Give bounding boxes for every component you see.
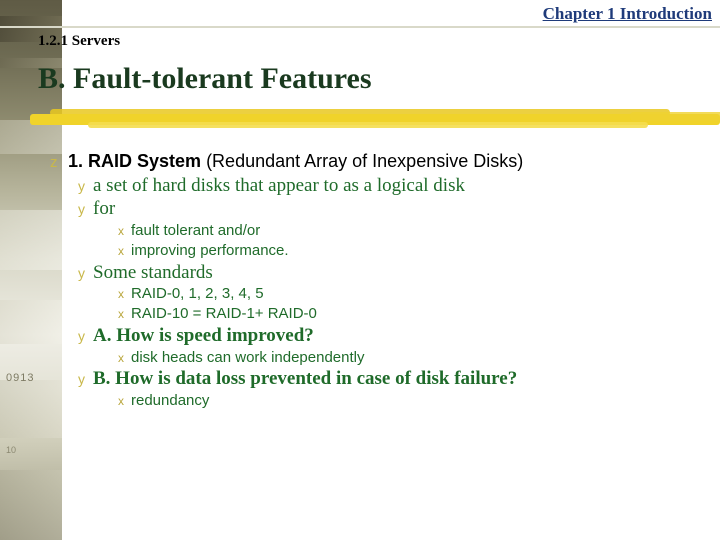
bullet-text-bold: 1. RAID System	[68, 151, 202, 171]
bullet-marker-x-icon: x	[118, 243, 124, 258]
bullet-item-level3	[118, 349, 712, 368]
bullet-text: for	[93, 198, 116, 220]
bullet-marker-x-icon: x	[118, 350, 124, 365]
header-divider	[0, 26, 720, 28]
brush-stroke-tail	[630, 112, 720, 121]
chapter-header: Chapter 1 Introduction	[542, 4, 712, 23]
bullet-text: disk heads can work independently	[131, 348, 365, 366]
bullet-item-level2	[78, 368, 712, 391]
brush-underline-graphic	[30, 106, 720, 132]
bullet-marker-x-icon: x	[118, 307, 124, 322]
bullet-marker-x-icon: x	[118, 287, 124, 302]
bullet-text: B. How is data loss prevented in case of disk failure?	[93, 368, 518, 390]
bullet-text: RAID-0, 1, 2, 3, 4, 5	[131, 285, 264, 303]
bullet-marker-z-icon: z	[50, 154, 58, 171]
bullet-marker-y-icon: y	[78, 177, 85, 194]
bullet-text: Some standards	[93, 261, 213, 283]
bullet-marker-y-icon: y	[78, 371, 85, 388]
bullet-text: improving performance.	[131, 241, 289, 259]
bullet-text: redundancy	[131, 392, 210, 410]
strip-number-small: 10	[6, 445, 17, 455]
bullet-item-level3	[118, 242, 712, 261]
bullet-text	[68, 150, 712, 173]
bullet-text: RAID-10 = RAID-1+ RAID-0	[131, 305, 317, 323]
bullet-item-level2	[78, 325, 712, 348]
bullet-text: fault tolerant and/or	[131, 222, 261, 240]
section-number-label: 1.2.1 Servers	[38, 33, 121, 49]
bullet-marker-y-icon: y	[78, 201, 85, 218]
bullet-item-level3	[118, 285, 712, 304]
bullet-text-rest: (Redundant Array of Inexpensive Disks)	[201, 151, 524, 171]
bullet-item-level2	[78, 262, 712, 285]
bullet-marker-x-icon: x	[118, 394, 124, 409]
page-title: B. Fault-tolerant Features	[38, 62, 372, 95]
strip-number: 0913	[6, 372, 35, 384]
bullet-text: A. How is speed improved?	[93, 324, 314, 346]
brush-stroke-bottom	[88, 122, 648, 128]
bullet-text: a set of hard disks that appear to as a logical disk	[93, 174, 465, 196]
bullet-item-level3	[118, 305, 712, 324]
bullet-item-level2	[78, 198, 712, 221]
bullet-marker-x-icon: x	[118, 224, 124, 239]
slide-content	[40, 150, 712, 412]
bullet-item-level3	[118, 222, 712, 241]
bullet-item-level2	[78, 175, 712, 198]
strip-band	[0, 470, 62, 540]
bullet-item-level3	[118, 392, 712, 411]
bullet-marker-y-icon: y	[78, 327, 85, 344]
bullet-marker-y-icon: y	[78, 264, 85, 281]
bullet-item-level1	[50, 150, 712, 173]
